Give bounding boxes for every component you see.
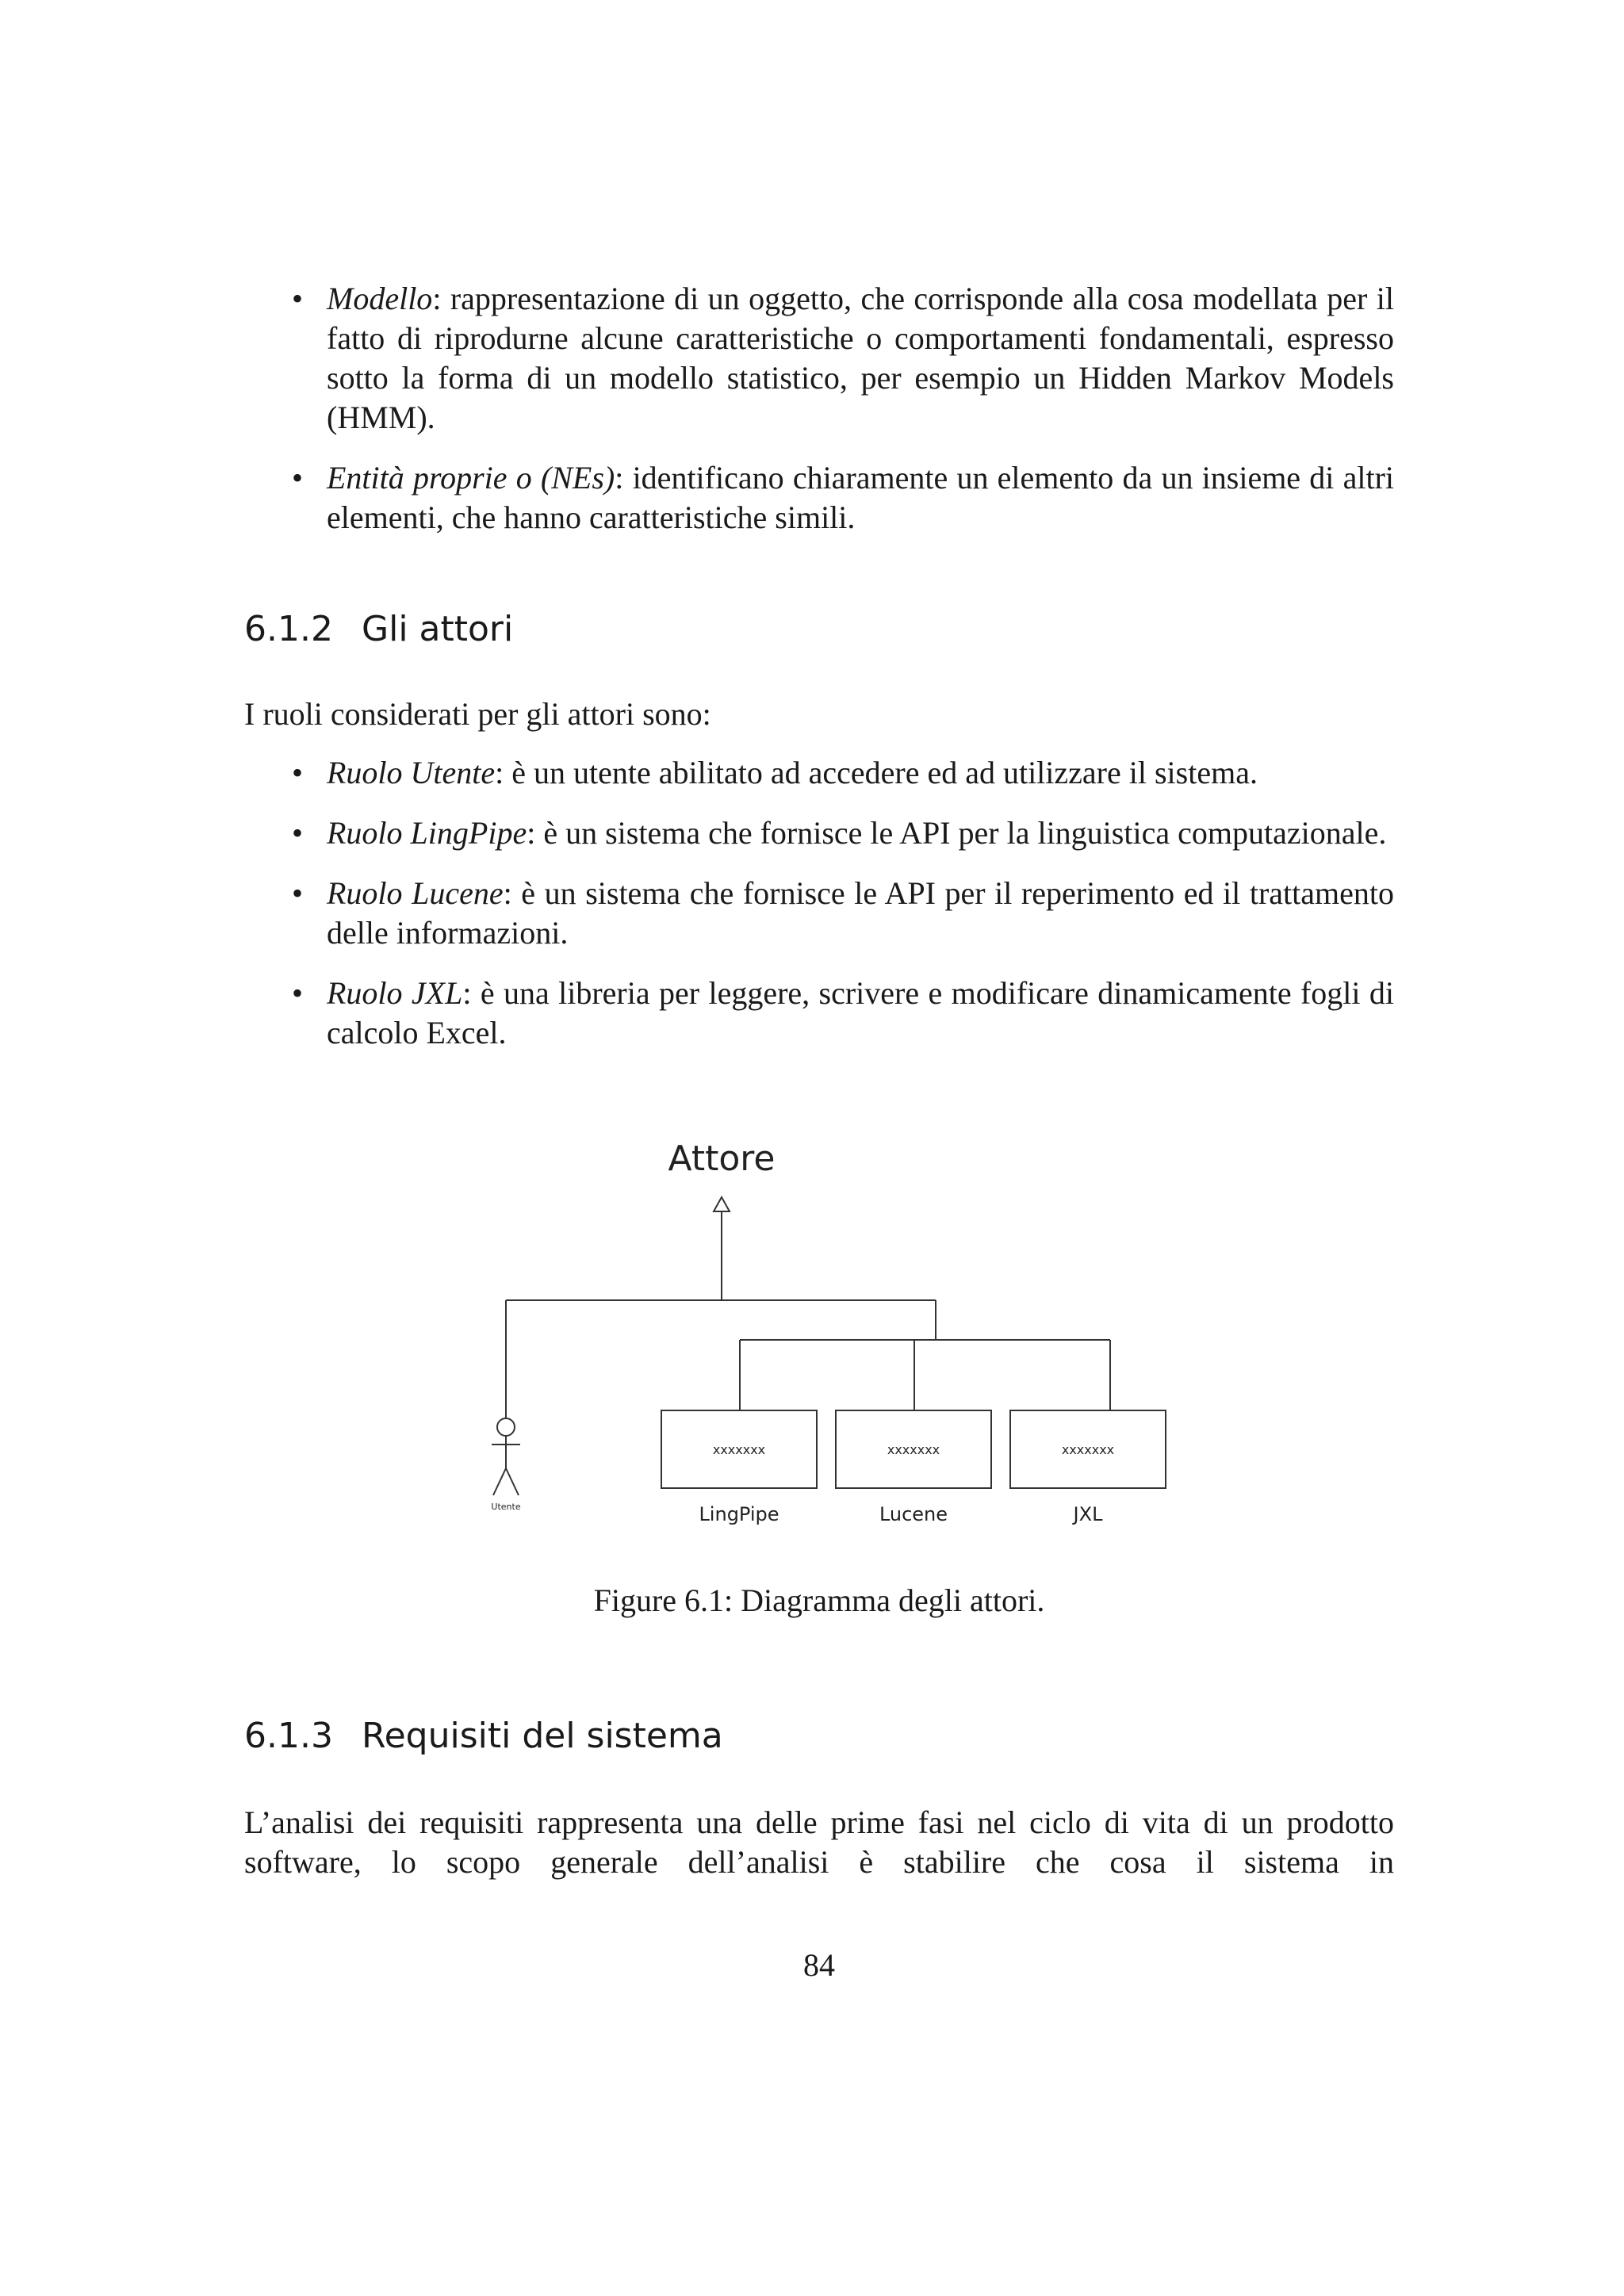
role-term: Ruolo Lucene [327,875,504,911]
box-inner-label: xxxxxxx [887,1442,940,1457]
box-caption-label: JXL [1073,1503,1103,1525]
definition-text: : rappresentazione di un oggetto, che corrisponde alla cosa modellata per il fatto di riprodurne alcune caratteristiche o comportamenti fondamentali, espresso sotto la forma di un modello statistico, per esempio un Hidden Markov Models (HMM). [327,281,1394,435]
role-text: : è un utente abilitato ad accedere ed ad utilizzare il sistema. [495,755,1258,790]
diagram-root-label: Attore [668,1138,776,1179]
actor-diagram-svg [468,1123,1182,1575]
box-caption-label: LingPipe [699,1503,779,1525]
bullet-icon: • [292,755,304,790]
requirements-paragraph: L’analisi dei requisiti rappresenta una delle prime fasi nel ciclo di vita di un prodotto software, lo scopo generale dell’analisi è stabilire che cosa il sistema in [244,1804,1394,1880]
generalization-arrow-icon [714,1197,730,1211]
definition-item [244,458,1394,538]
role-item [244,813,1394,853]
actor-label: Utente [491,1502,521,1512]
role-text: : è un sistema che fornisce le API per la linguistica computazionale. [527,815,1387,851]
definition-item [244,279,1394,438]
definitions-list [244,279,1394,558]
box-inner-label: xxxxxxx [712,1442,766,1457]
section-heading-6-1-3 [244,1714,723,1758]
page-number: 84 [803,1947,835,1983]
role-term: Ruolo JXL [327,975,463,1011]
bullet-icon: • [292,975,304,1011]
role-term: Ruolo LingPipe [327,815,527,851]
actor-stick-figure-icon [492,1418,520,1495]
section-title: Requisiti del sistema [362,1716,723,1756]
bullet-icon: • [292,875,304,911]
box-caption-label: Lucene [879,1503,948,1525]
role-item [244,974,1394,1053]
section-number: 6.1.3 [244,1716,333,1756]
roles-list [244,753,1394,1073]
role-item [244,874,1394,953]
role-term: Ruolo Utente [327,755,496,790]
role-item [244,753,1394,793]
bullet-icon: • [292,460,304,496]
role-text: : è un sistema che fornisce le API per il reperimento ed il trattamento delle informazioni. [327,875,1394,951]
bullet-icon: • [292,281,304,316]
bullet-icon: • [292,815,304,851]
role-text: : è una libreria per leggere, scrivere e modificare dinamicamente fogli di calcolo Excel. [327,975,1395,1050]
section-heading-6-1-2 [244,607,513,652]
figure-caption: Figure 6.1: Diagramma degli attori. [593,1582,1045,1618]
actor-diagram [468,1123,1182,1575]
section-title: Gli attori [362,609,514,649]
box-inner-label: xxxxxxx [1061,1442,1115,1457]
section-number: 6.1.2 [244,609,333,649]
definition-text: : identificano chiaramente un elemento da un insieme di altri elementi, che hanno caratteristiche simili. [327,460,1395,535]
definition-term: Modello [327,281,433,316]
definition-term: Entità proprie o (NEs) [327,460,615,496]
roles-intro: I ruoli considerati per gli attori sono: [244,696,711,732]
